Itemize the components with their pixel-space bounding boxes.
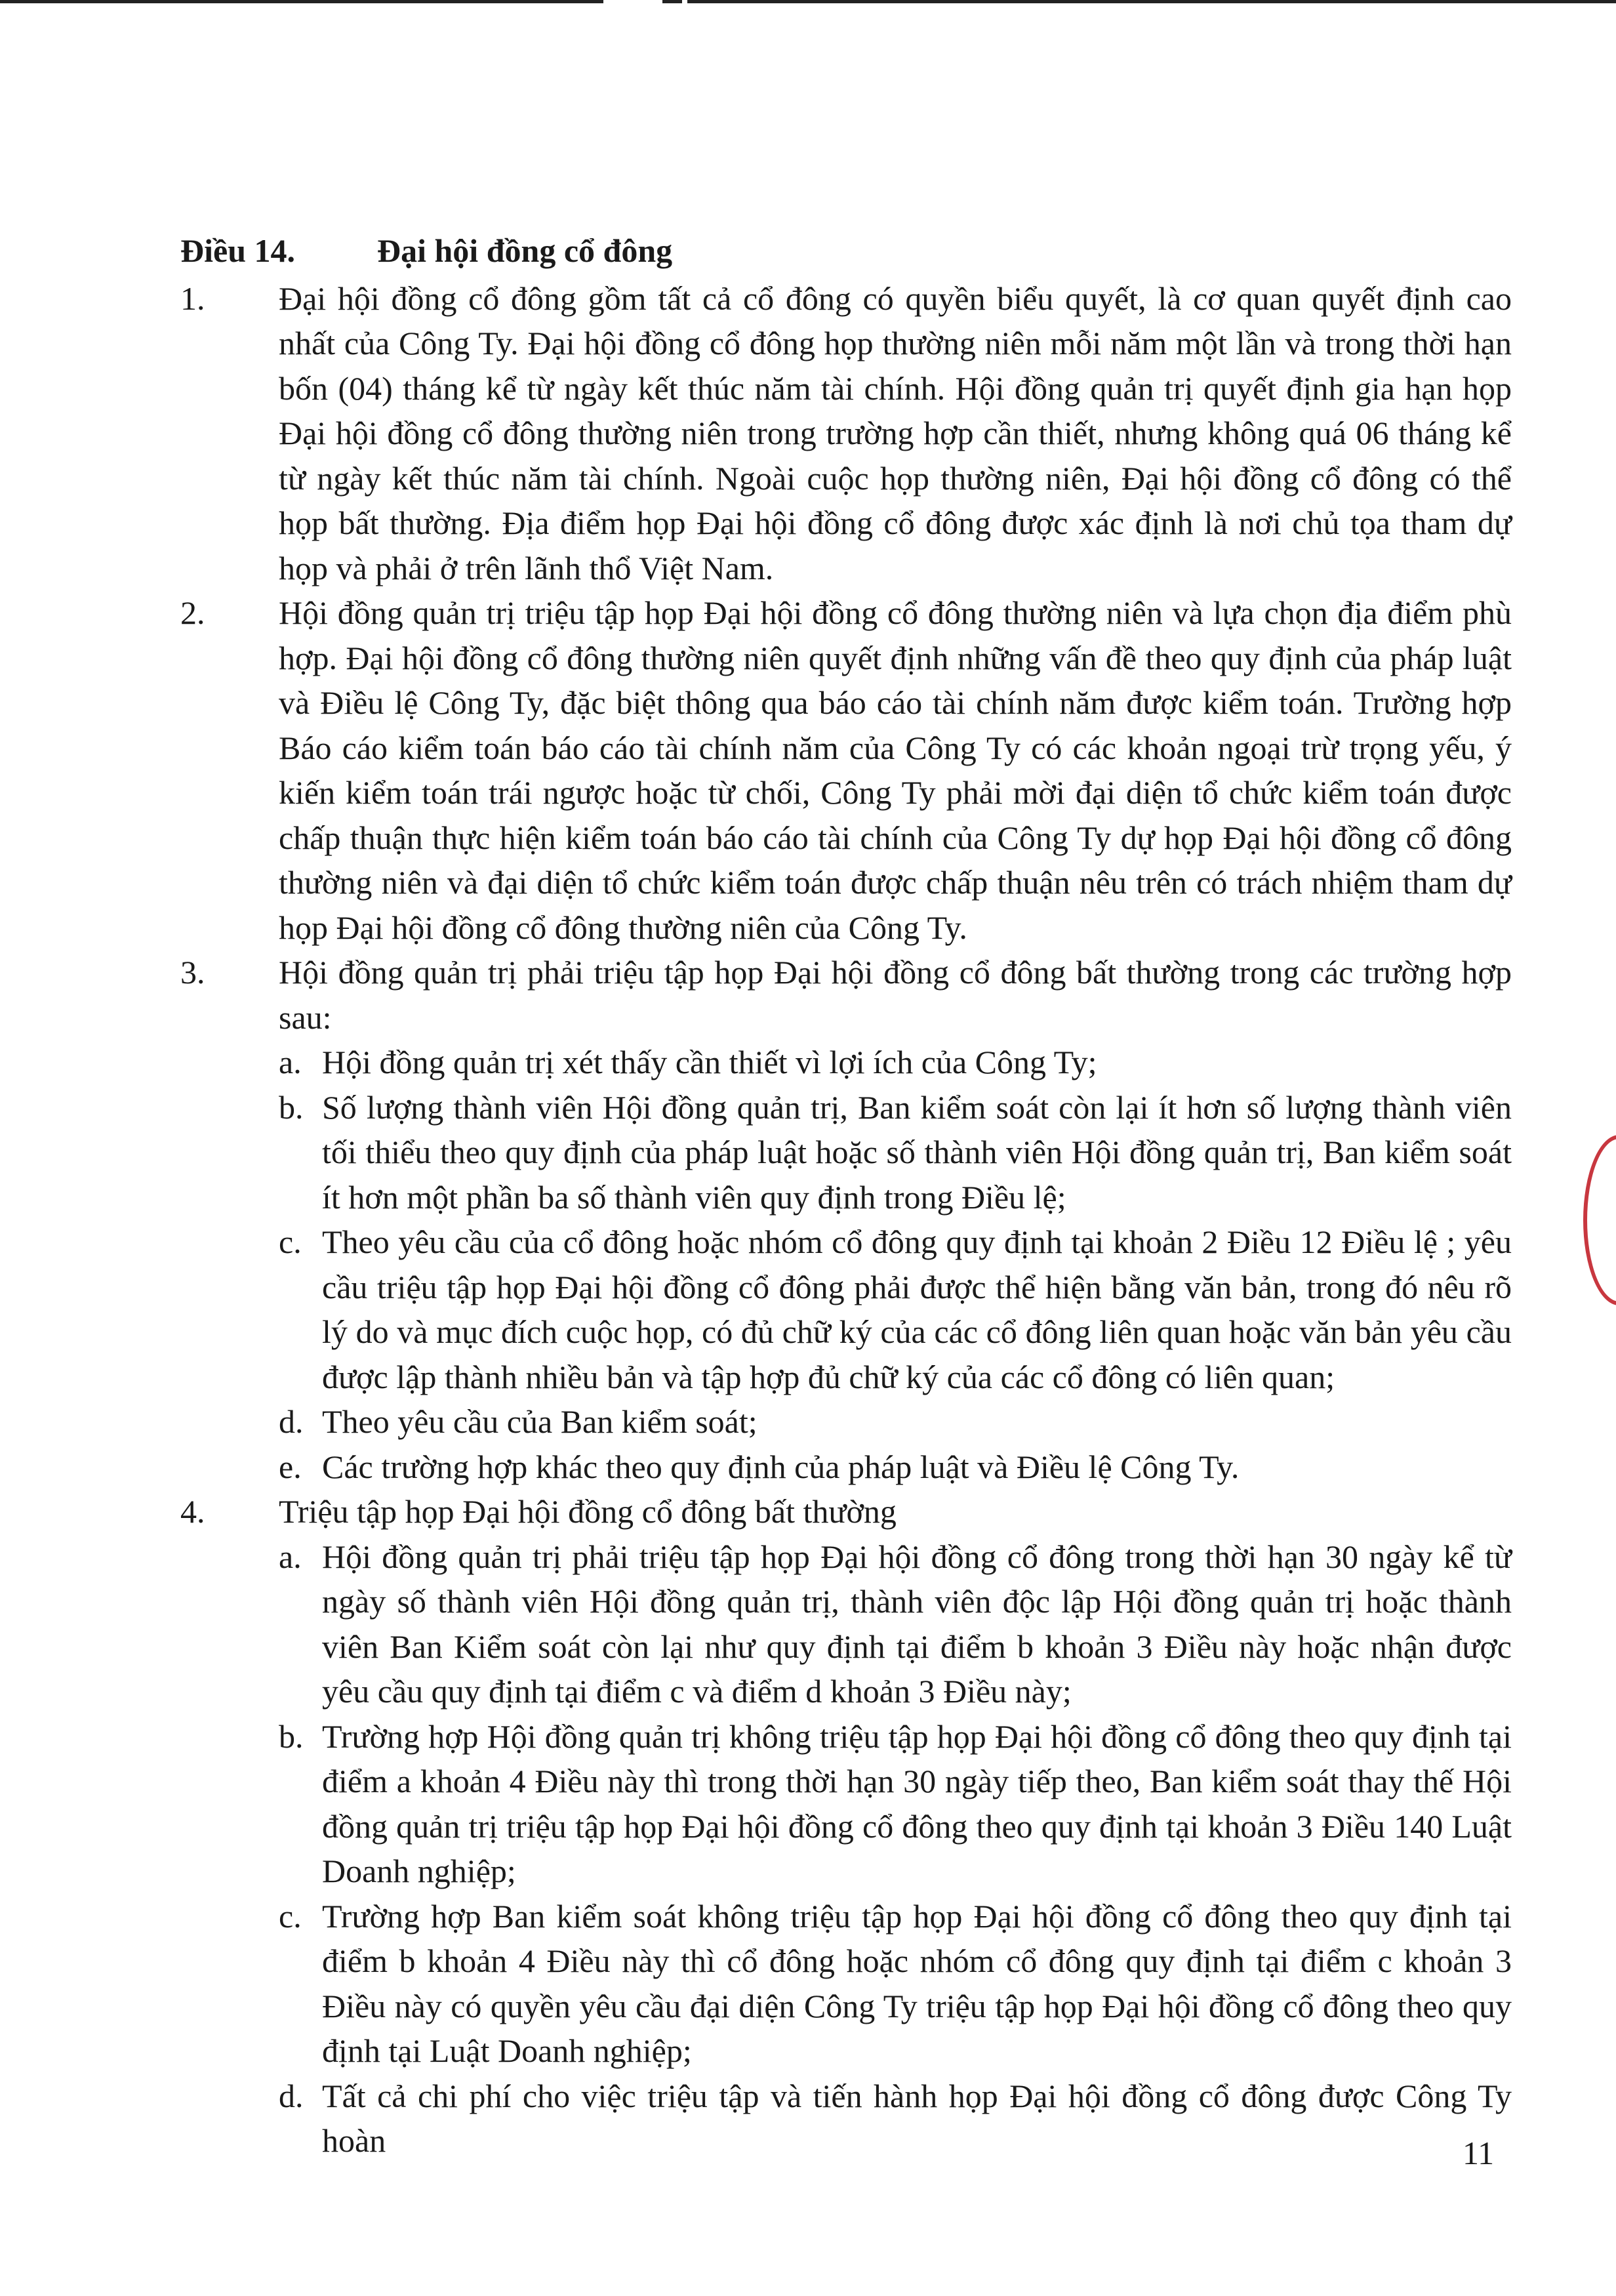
item-text: Theo yêu cầu của Ban kiểm soát;	[322, 1403, 758, 1440]
clause-text: Triệu tập họp Đại hội đồng cổ đông bất thường	[279, 1493, 897, 1530]
item-letter: b.	[279, 1088, 304, 1126]
item-letter: a.	[279, 1044, 302, 1080]
clause-4	[180, 1489, 1512, 2163]
article-number: Điều 14.	[180, 232, 295, 269]
clause-text: Đại hội đồng cổ đông gồm tất cả cổ đông có quyền biểu quyết, là cơ quan quyết định cao nhất của Công Ty. Đại hội đồng cổ đông họp thường niên mỗi năm một lần và trong thời hạn bốn (04) tháng kể từ ngày kết thúc năm tài chính. Hội đồng quản trị quyết định gia hạn họp Đại hội đồng cổ đông thường niên trong trường hợp cần thiết, nhưng không quá 06 tháng kể từ ngày kết thúc năm tài chính. Ngoài cuộc họp thường niên, Đại hội đồng cổ đông có thể họp bất thường. Địa điểm họp Đại hội đồng cổ đông được xác định là nơi chủ tọa tham dự họp và phải ở trên lãnh thổ Việt Nam.	[279, 279, 1512, 586]
scan-top-border	[0, 0, 1616, 3]
clause-text: Hội đồng quản trị triệu tập họp Đại hội đồng cổ đông thường niên và lựa chọn địa điểm phù hợp. Đại hội đồng cổ đông thường niên quyết định những vấn đề theo quy định của pháp luật và Điều lệ Công Ty, đặc biệt thông qua báo cáo tài chính năm được kiểm toán. Trường hợp Báo cáo kiểm toán báo cáo tài chính năm của Công Ty có các khoản ngoại trừ trọng yếu, ý kiến kiểm toán trái ngược hoặc từ chối, Công Ty phải mời đại diện tổ chức kiểm toán được chấp thuận thực hiện kiểm toán báo cáo tài chính của Công Ty dự họp Đại hội đồng cổ đông thường niên và đại diện tổ chức kiểm toán được chấp thuận nêu trên có trách nhiệm tham dự họp Đại hội đồng cổ đông thường niên của Công Ty.	[279, 594, 1512, 946]
clause-3	[180, 950, 1512, 1489]
scan-border-gap	[603, 0, 662, 4]
item-text: Số lượng thành viên Hội đồng quản trị, Ban kiểm soát còn lại ít hơn số lượng thành viên tối thiểu theo quy định của pháp luật hoặc số thành viên Hội đồng quản trị, Ban kiểm soát ít hơn một phần ba số thành viên quy định trong Điều lệ;	[322, 1088, 1512, 1216]
item-letter: c.	[279, 1223, 302, 1260]
article-title: Đại hội đồng cổ đông	[377, 232, 673, 269]
clause-number: 4.	[180, 1493, 205, 1530]
item-text: Tất cả chi phí cho việc triệu tập và tiến hành họp Đại hội đồng cổ đông được Công Ty hoàn	[322, 2077, 1512, 2159]
item-text: Các trường hợp khác theo quy định của pháp luật và Điều lệ Công Ty.	[322, 1448, 1240, 1485]
item-text: Trường hợp Hội đồng quản trị không triệu tập họp Đại hội đồng cổ đông theo quy định tại điểm a khoản 4 Điều này thì trong thời hạn 30 ngày tiếp theo, Ban kiểm soát thay thế Hội đồng quản trị triệu tập họp Đại hội đồng cổ đông theo quy định tại khoản 3 Điều 140 Luật Doanh nghiệp;	[322, 1717, 1512, 1889]
item-letter: a.	[279, 1538, 302, 1575]
item-letter: d.	[279, 2077, 304, 2114]
list-item	[279, 1220, 1512, 1399]
clause-2	[180, 590, 1512, 950]
clause-number: 2.	[180, 594, 205, 631]
item-text: Hội đồng quản trị phải triệu tập họp Đại hội đồng cổ đông trong thời hạn 30 ngày kể từ ngày số thành viên Hội đồng quản trị, thành viên độc lập Hội đồng quản trị hoặc thành viên Ban Kiểm soát còn lại như quy định tại điểm b khoản 3 Điều này hoặc nhận được yêu cầu quy định tại điểm c và điểm d khoản 3 Điều này;	[322, 1538, 1512, 1710]
item-text: Theo yêu cầu của cổ đông hoặc nhóm cổ đông quy định tại khoản 2 Điều 12 Điều lệ ; yêu cầu triệu tập họp Đại hội đồng cổ đông phải được thể hiện bằng văn bản, trong đó nêu rõ lý do và mục đích cuộc họp, có đủ chữ ký của các cổ đông liên quan hoặc văn bản yêu cầu được lập thành nhiều bản và tập hợp đủ chữ ký của các cổ đông có liên quan;	[322, 1223, 1512, 1395]
item-text: Hội đồng quản trị xét thấy cần thiết vì lợi ích của Công Ty;	[322, 1044, 1097, 1080]
list-item	[279, 1714, 1512, 1894]
page-number: 11	[1463, 2135, 1495, 2171]
list-item	[279, 1534, 1512, 1714]
article-heading	[180, 228, 1512, 274]
item-letter: e.	[279, 1448, 302, 1485]
red-seal-stamp-edge	[1583, 1135, 1616, 1305]
document-body	[180, 228, 1512, 2163]
list-item	[279, 1040, 1512, 1085]
item-letter: b.	[279, 1717, 304, 1755]
list-item	[279, 1894, 1512, 2074]
list-item	[279, 2074, 1512, 2163]
list-item	[279, 1399, 1512, 1445]
clause-number: 3.	[180, 954, 205, 991]
item-text: Trường hợp Ban kiểm soát không triệu tập họp Đại hội đồng cổ đông theo quy định tại điểm b khoản 4 Điều này thì cổ đông hoặc nhóm cổ đông quy định tại điểm c khoản 3 Điều này có quyền yêu cầu đại diện Công Ty triệu tập họp Đại hội đồng cổ đông theo quy định tại Luật Doanh nghiệp;	[322, 1897, 1512, 2069]
list-item	[279, 1085, 1512, 1220]
item-letter: d.	[279, 1403, 304, 1440]
clause-1	[180, 276, 1512, 591]
scan-border-gap	[682, 0, 687, 4]
clause-number: 1.	[180, 279, 205, 317]
list-item	[279, 1445, 1512, 1490]
item-letter: c.	[279, 1897, 302, 1935]
clause-text: Hội đồng quản trị phải triệu tập họp Đại hội đồng cổ đông bất thường trong các trường hợp sau:	[279, 954, 1512, 1036]
